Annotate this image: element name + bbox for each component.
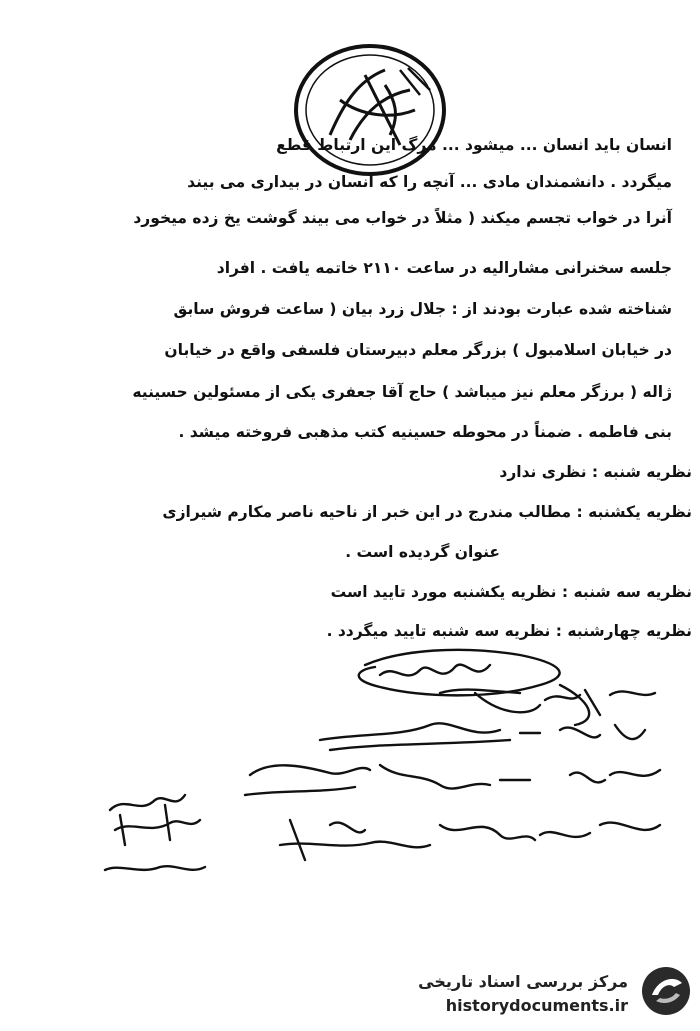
archive-logo-icon: [640, 965, 692, 1017]
body-line: ژاله ( برزگر معلم نیز میباشد ) حاج آقا جعفری یکی از مسئولین حسینیه: [132, 383, 672, 401]
body-line: میگردد . دانشمندان مادی ... آنچه را که انسان در بیداری می بیند: [187, 173, 672, 191]
handwritten-signatures-icon: [0, 645, 700, 945]
note-line: عنوان گردیده است .: [345, 543, 500, 561]
body-line: آنرا در خواب تجسم میکند ( مثلاً در خواب می بیند گوشت یخ زده میخورد: [133, 209, 672, 227]
body-line: شناخته شده عبارت بودند از : جلال زرد بیان ( ساعت فروش سابق: [173, 300, 672, 318]
body-line: جلسه سخنرانی مشارالیه در ساعت ۲۱۱۰ خاتمه یافت . افراد: [216, 259, 672, 277]
official-stamp-icon: [290, 40, 450, 180]
note-line: نظریه یکشنبه : مطالب مندرج در این خبر از ناحیه ناصر مکارم شیرازی: [162, 503, 692, 521]
note-line: نظریه شنبه : نظری ندارد: [499, 463, 692, 481]
body-line: بنی فاطمه . ضمناً در محوطه حسینیه کتب مذهبی فروخته میشد .: [178, 423, 672, 441]
note-line: نظریه سه شنبه : نظریه یکشنبه مورد تایید است: [330, 583, 692, 601]
body-line: انسان باید انسان ... میشود ... مرگ این ارتباط قطع: [276, 136, 672, 154]
archive-website: historydocuments.ir: [445, 996, 628, 1015]
body-line: در خیابان اسلامبول ) بزرگر معلم دبیرستان فلسفی واقع در خیابان: [164, 341, 672, 359]
archive-name: مرکز بررسی اسناد تاریخی: [418, 972, 628, 991]
note-line: نظریه چهارشنبه : نظریه سه شنبه تایید میگردد .: [326, 622, 692, 640]
